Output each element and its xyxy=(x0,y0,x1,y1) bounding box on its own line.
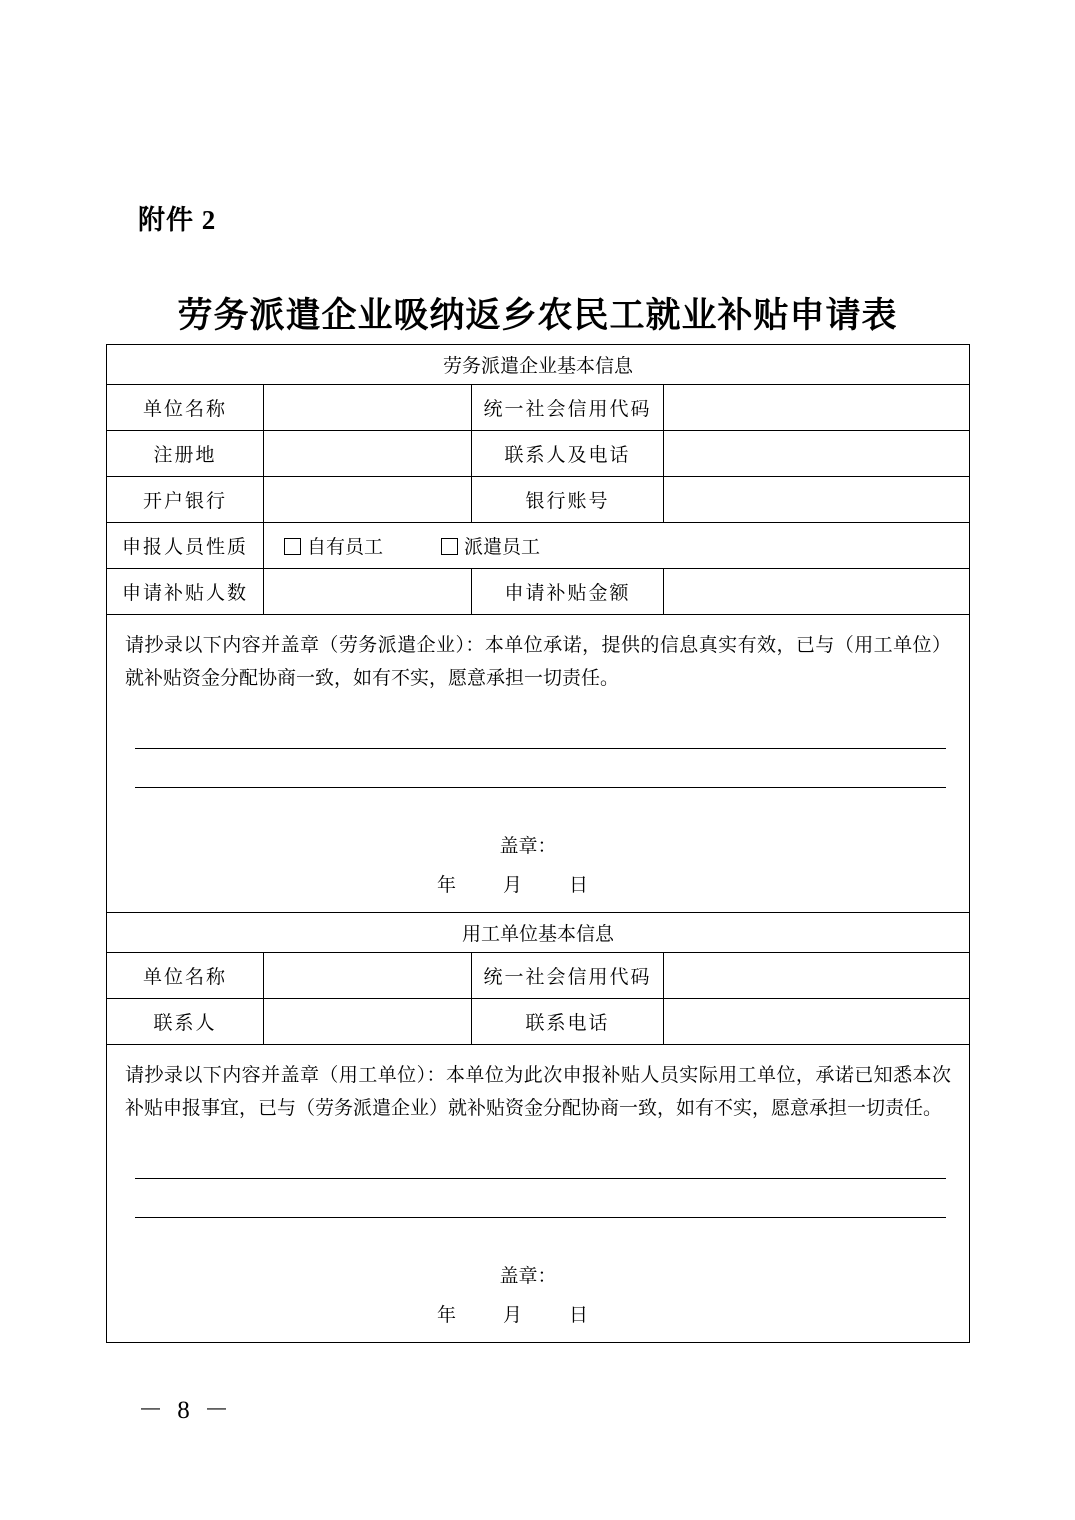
stamp-area-employer xyxy=(125,1260,951,1333)
label-person-type: 申报人员性质 xyxy=(107,523,264,569)
declaration-text-employer: 请抄录以下内容并盖章（用工单位）：本单位为此次申报补贴人员实际用工单位，承诺已知悉本次补贴申报事宜，已与（劳务派遣企业）就补贴资金分配协商一致，如有不实，愿意承担一切责任。 xyxy=(125,1065,952,1120)
section-header-employer: 用工单位基本信息 xyxy=(107,913,970,953)
date-year-employer: 年 xyxy=(437,1304,457,1326)
handwriting-line[interactable] xyxy=(135,1140,946,1179)
date-year-dispatch: 年 xyxy=(437,874,457,896)
table-row xyxy=(107,999,970,1045)
declaration-block-employer xyxy=(107,1045,970,1343)
field-subsidy-amount[interactable] xyxy=(664,569,970,615)
table-row xyxy=(107,431,970,477)
label-bank-account: 银行账号 xyxy=(472,477,664,523)
table-row xyxy=(107,1045,970,1343)
table-row xyxy=(107,913,970,953)
table-row xyxy=(107,569,970,615)
stamp-label-employer: 盖章： xyxy=(499,1265,557,1287)
stamp-area-dispatch xyxy=(125,830,951,903)
field-employer-contact[interactable] xyxy=(264,999,472,1045)
handwriting-line[interactable] xyxy=(135,710,946,749)
table-row xyxy=(107,385,970,431)
date-line-employer xyxy=(95,1299,951,1332)
table-row xyxy=(107,523,970,569)
stamp-label-dispatch: 盖章： xyxy=(499,835,557,857)
field-bank-name[interactable] xyxy=(264,477,472,523)
label-employer-name: 单位名称 xyxy=(107,953,264,999)
checkbox-own-employee[interactable] xyxy=(284,538,301,555)
date-month-dispatch: 月 xyxy=(503,874,523,896)
table-row xyxy=(107,477,970,523)
checkbox-dispatched-employee[interactable] xyxy=(441,538,458,555)
handwriting-area-dispatch[interactable] xyxy=(125,710,951,788)
section-header-dispatch-company: 劳务派遣企业基本信息 xyxy=(107,345,970,385)
handwriting-line[interactable] xyxy=(135,749,946,788)
application-form-table xyxy=(106,344,970,1343)
label-registration-place: 注册地 xyxy=(107,431,264,477)
label-subsidy-count: 申请补贴人数 xyxy=(107,569,264,615)
date-day-employer: 日 xyxy=(569,1304,589,1326)
date-line-dispatch xyxy=(95,869,951,902)
label-subsidy-amount: 申请补贴金额 xyxy=(472,569,664,615)
table-row xyxy=(107,615,970,913)
label-dispatched-employee: 派遣员工 xyxy=(464,537,541,558)
field-company-name[interactable] xyxy=(264,385,472,431)
field-employer-phone[interactable] xyxy=(664,999,970,1045)
label-employer-credit-code: 统一社会信用代码 xyxy=(472,953,664,999)
date-day-dispatch: 日 xyxy=(569,874,589,896)
date-month-employer: 月 xyxy=(503,1304,523,1326)
label-employer-phone: 联系电话 xyxy=(472,999,664,1045)
handwriting-line[interactable] xyxy=(135,1179,946,1218)
label-company-name: 单位名称 xyxy=(107,385,264,431)
label-own-employee: 自有员工 xyxy=(307,537,384,558)
table-row xyxy=(107,345,970,385)
handwriting-area-employer[interactable] xyxy=(125,1140,951,1218)
field-credit-code[interactable] xyxy=(664,385,970,431)
label-credit-code: 统一社会信用代码 xyxy=(472,385,664,431)
field-subsidy-count[interactable] xyxy=(264,569,472,615)
field-employer-name[interactable] xyxy=(264,953,472,999)
attachment-label: 附件 2 xyxy=(138,205,217,235)
field-contact-and-phone[interactable] xyxy=(664,431,970,477)
label-employer-contact: 联系人 xyxy=(107,999,264,1045)
field-employer-credit-code[interactable] xyxy=(664,953,970,999)
declaration-block-dispatch-company xyxy=(107,615,970,913)
page-title: 劳务派遣企业吸纳返乡农民工就业补贴申请表 xyxy=(177,296,898,335)
field-bank-account[interactable] xyxy=(664,477,970,523)
declaration-text-dispatch-company: 请抄录以下内容并盖章（劳务派遣企业）：本单位承诺，提供的信息真实有效，已与（用工单位）就补贴资金分配协商一致，如有不实，愿意承担一切责任。 xyxy=(125,635,952,690)
label-contact-and-phone: 联系人及电话 xyxy=(472,431,664,477)
person-type-options xyxy=(264,523,970,569)
field-registration-place[interactable] xyxy=(264,431,472,477)
table-row xyxy=(107,953,970,999)
label-bank-name: 开户银行 xyxy=(107,477,264,523)
page-number: － 8 － xyxy=(138,1397,234,1424)
